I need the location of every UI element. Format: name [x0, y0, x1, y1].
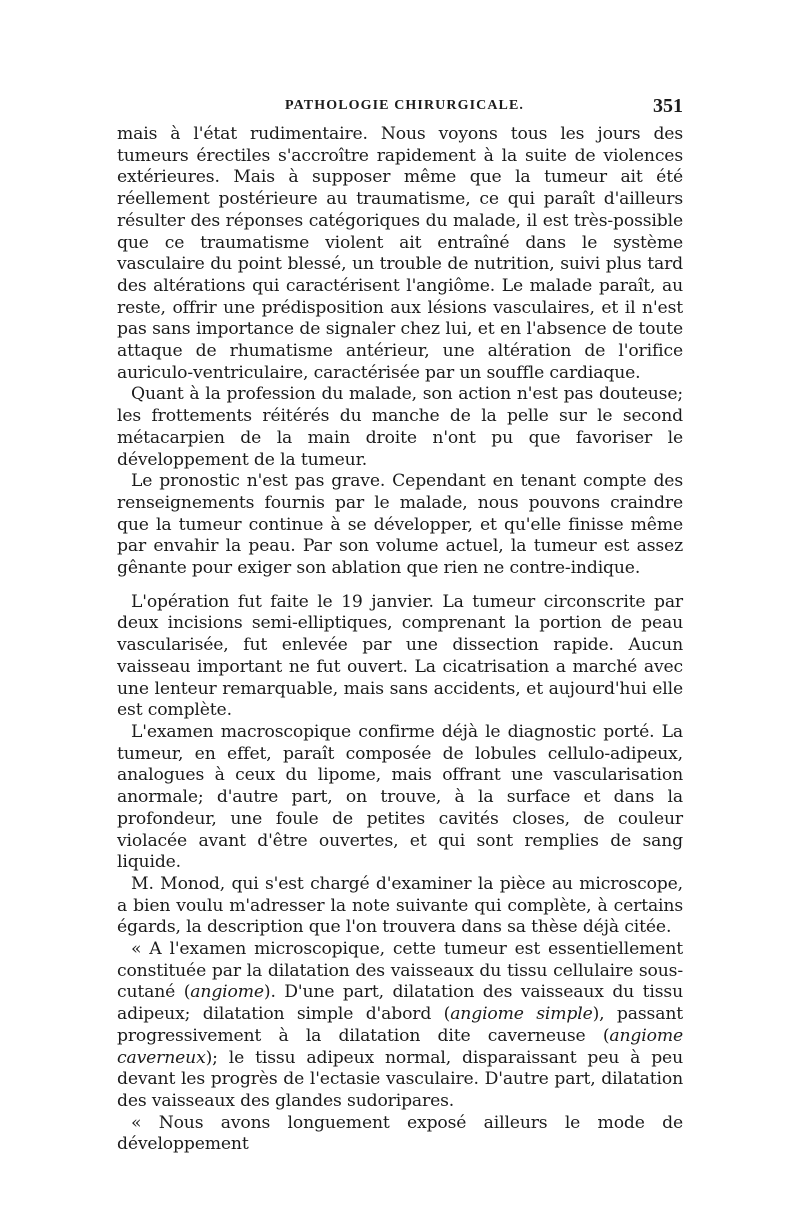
page-number: 351 — [653, 95, 683, 117]
running-title: PATHOLOGIE CHIRURGICALE. — [285, 98, 525, 113]
quote-text: « A l'examen microscopique, cette tumeur est essentiellement constituée par la dilatation des vaisseaux du tissu cellulaire sous-cutané ( — [117, 939, 683, 1003]
paragraph: M. Monod, qui s'est chargé d'examiner la pièce au microscope, a bien voulu m'adresser la note suivante qui complète, à certains égards, la description que l'on trouvera dans sa thèse déjà citée. — [117, 873, 683, 938]
quote-paragraph: « Nous avons longuement exposé ailleurs le mode de développement — [117, 1112, 683, 1155]
paragraph: mais à l'état rudimentaire. Nous voyons tous les jours des tumeurs érectiles s'accroître rapidement à la suite de violences extérieures. Mais à supposer même que la tumeur ait été réellement postérieure au traumatisme, ce qui paraît d'ailleurs résulter des réponses catégoriques du malade, il est très-possible que ce traumatisme violent ait entraîné dans le système vasculaire du point blessé, un trouble de nutrition, suivi plus tard des altérations qui caractérisent l'angiôme. Le malade paraît, au reste, offrir une prédisposition aux lésions vasculaires, et il n'est pas sans importance de signaler chez lui, et en l'absence de toute attaque de rhumatisme antérieur, une altération de l'orifice auriculo-ventriculaire, caractérisée par un souffle cardiaque. — [117, 124, 683, 383]
quote-text: ); le tissu adipeux normal, disparaissant peu à peu devant les progrès de l'ectasie vasculaire. D'autre part, dilatation des vaisseaux des glandes sudoripares. — [117, 1047, 683, 1111]
quote-text: ), passant progressivement à la dilatation dite caverneuse ( — [117, 1004, 683, 1046]
italic-term: angiome — [190, 982, 264, 1003]
paragraph: Quant à la profession du malade, son action n'est pas douteuse; les frottements réitérés du manche de la pelle sur le second métacarpien de la main droite n'ont pu que favoriser le développement de la tumeur. — [117, 384, 683, 470]
italic-term: angiome caverneux — [117, 1025, 683, 1068]
quote-text: ). D'une part, dilatation des vaisseaux du tissu adipeux; dilatation simple d'abord ( — [117, 982, 684, 1025]
paragraph: Le pronostic n'est pas grave. Cependant en tenant compte des renseignements fournis par le malade, nous pouvons craindre que la tumeur continue à se développer, et qu'elle finisse même par envahir la peau. Par son volume actuel, la tumeur est assez gênante pour exiger son ablation que rien ne contre-indique. — [117, 471, 683, 579]
body-text — [117, 124, 683, 1156]
paragraph: L'examen macroscopique confirme déjà le diagnostic porté. La tumeur, en effet, paraît composée de lobules cellulo-adipeux, analogues à ceux du lipome, mais offrant une vascularisation anormale; d'autre part, on trouve, à la surface et dans la profondeur, une foule de petites cavités closes, de couleur violacée avant d'être ouvertes, et qui sont remplies de sang liquide. — [117, 721, 683, 873]
page — [117, 95, 684, 1156]
quote-paragraph — [117, 939, 683, 1113]
italic-term: angiome simple — [450, 1004, 593, 1025]
running-header — [117, 95, 683, 124]
paragraph: L'opération fut faite le 19 janvier. La tumeur circonscrite par deux incisions semi-elliptiques, comprenant la portion de peau vascularisée, fut enlevée par une dissection rapide. Aucun vaisseau important ne fut ouvert. La cicatrisation a marché avec une lenteur remarquable, mais sans accidents, et aujourd'hui elle est complète. — [117, 591, 683, 721]
